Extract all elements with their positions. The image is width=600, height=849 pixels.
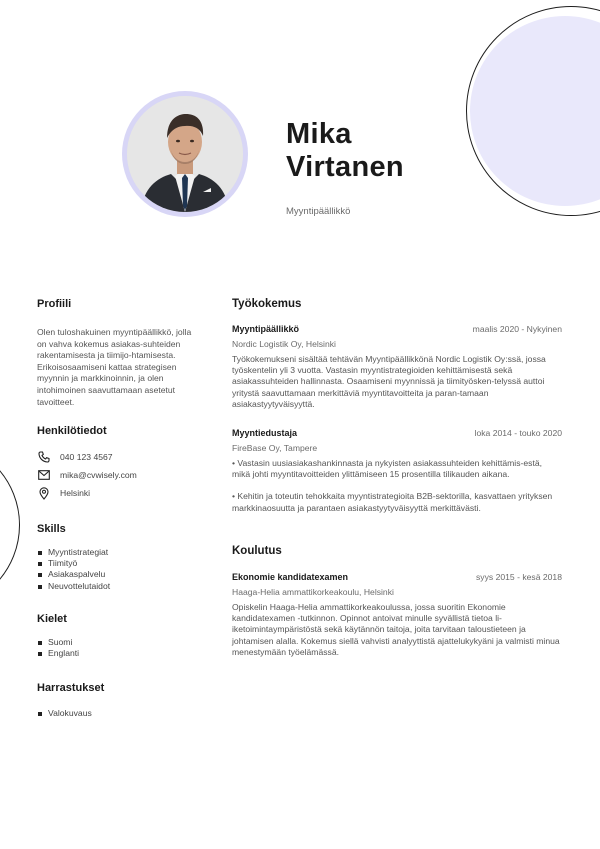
list-item: Myyntistrategiat (37, 547, 202, 558)
job-title-subtitle: Myyntipäällikkö (286, 206, 351, 217)
location-text: Helsinki (60, 488, 91, 498)
job-date: maalis 2020 - Nykyinen (472, 324, 562, 334)
phone-number: 040 123 4567 (60, 452, 113, 462)
job-description: • Kehitin ja toteutin tehokkaita myyntistrategioita B2B-sektorilla, kasvattaen yrityksen markkinaosuutta ja parantaen asiakastyytyväisyyttä merkittävästi. (232, 491, 553, 513)
education-description: Opiskelin Haaga-Helia ammattikorkeakoulussa, jossa suoritin Ekonomie kandidatexamen -tutkinnon. Opinnot antoivat minulle syvällistä tietoa li-iketoimintaympäristöstä sekä käytännön taitoja, joita tarvitaan taloustieteen ja johtamisen alalla. Kokemus siellä vahvisti analyyttistä ajattelukykyäni ja valmisti minua menestymään työelämässä. (232, 602, 560, 657)
languages-heading: Kielet (37, 613, 67, 625)
phone-row (37, 448, 202, 466)
email-address[interactable]: mika@cvwisely.com (60, 470, 137, 480)
skills-section (37, 523, 202, 592)
personal-info-heading: Henkilötiedot (37, 425, 107, 437)
mail-icon (37, 468, 51, 482)
school-name: Haaga-Helia ammattikorkeakoulu, Helsinki (232, 587, 394, 597)
education-heading: Koulutus (232, 545, 282, 557)
list-item: Tiimityö (37, 558, 202, 569)
experience-heading: Työkokemus (232, 298, 302, 310)
job-title: Myyntipäällikkö (232, 324, 300, 334)
hobbies-list (37, 708, 202, 719)
job-description: Työkokemukseni sisältää tehtävän Myyntipäällikkönä Nordic Logistik Oy:ssä, jossa työskentelin yli 3 vuotta. Vastasin myyntistrategioiden kehittämisestä sekä asiakassuhteiden hallinnasta. Osaamiseni myynnissä ja tiimityösken-telyssä auttoi yritystä saavuttamaan merkittäviä myyntitavoitteita ja paran-tamaan asiakastyytyväisyyttä. (232, 354, 546, 409)
list-item: Englanti (37, 648, 202, 659)
profile-heading: Profiili (37, 298, 72, 310)
profile-photo (127, 96, 243, 212)
list-item: Asiakaspalvelu (37, 569, 202, 580)
job-organization: Nordic Logistik Oy, Helsinki (232, 339, 336, 349)
personal-info-section (37, 425, 202, 502)
decorative-ring-top (466, 6, 600, 216)
job-organization: FireBase Oy, Tampere (232, 443, 318, 453)
skills-heading: Skills (37, 523, 66, 535)
decorative-ring-left (0, 440, 20, 610)
phone-icon (37, 450, 51, 464)
list-item: Valokuvaus (37, 708, 202, 719)
languages-list (37, 637, 202, 659)
hobbies-heading: Harrastukset (37, 682, 105, 694)
first-name: Mika (286, 118, 352, 150)
last-name: Virtanen (286, 151, 404, 183)
profile-text: Olen tuloshakuinen myyntipäällikkö, jolla on vahva kokemus asiakas-suhteiden rakentamisesta ja tiimijo-htamisesta. Erikoisosaamiseni kattaa strategisen myynnin ja markkinoinnin, ja olen intohimoinen saavuttamaan asetetut tavoitteet. (37, 327, 192, 407)
hobbies-section (37, 682, 202, 719)
degree-title: Ekonomie kandidatexamen (232, 572, 349, 582)
list-item: Neuvottelutaidot (37, 581, 202, 592)
location-pin-icon (37, 486, 51, 500)
profile-section (37, 298, 202, 408)
email-row (37, 466, 202, 484)
education-date: syys 2015 - kesä 2018 (476, 572, 562, 582)
job-description: • Vastasin uusiasiakashankinnasta ja nykyisten asiakassuhteiden kehittämis-estä, mikä johti myyntitavoitteiden ylittämiseen 15 prosentilla tilikauden aikana. (232, 458, 543, 480)
list-item: Suomi (37, 637, 202, 648)
job-title: Myyntiedustaja (232, 428, 298, 438)
candidate-name (286, 118, 404, 184)
education-item (232, 572, 562, 658)
right-column (232, 298, 562, 657)
experience-item (232, 324, 562, 410)
skills-list (37, 547, 202, 592)
profile-photo-frame (122, 91, 248, 217)
job-date: loka 2014 - touko 2020 (474, 428, 562, 438)
languages-section (37, 613, 202, 659)
location-row (37, 484, 202, 502)
experience-item (232, 428, 562, 514)
